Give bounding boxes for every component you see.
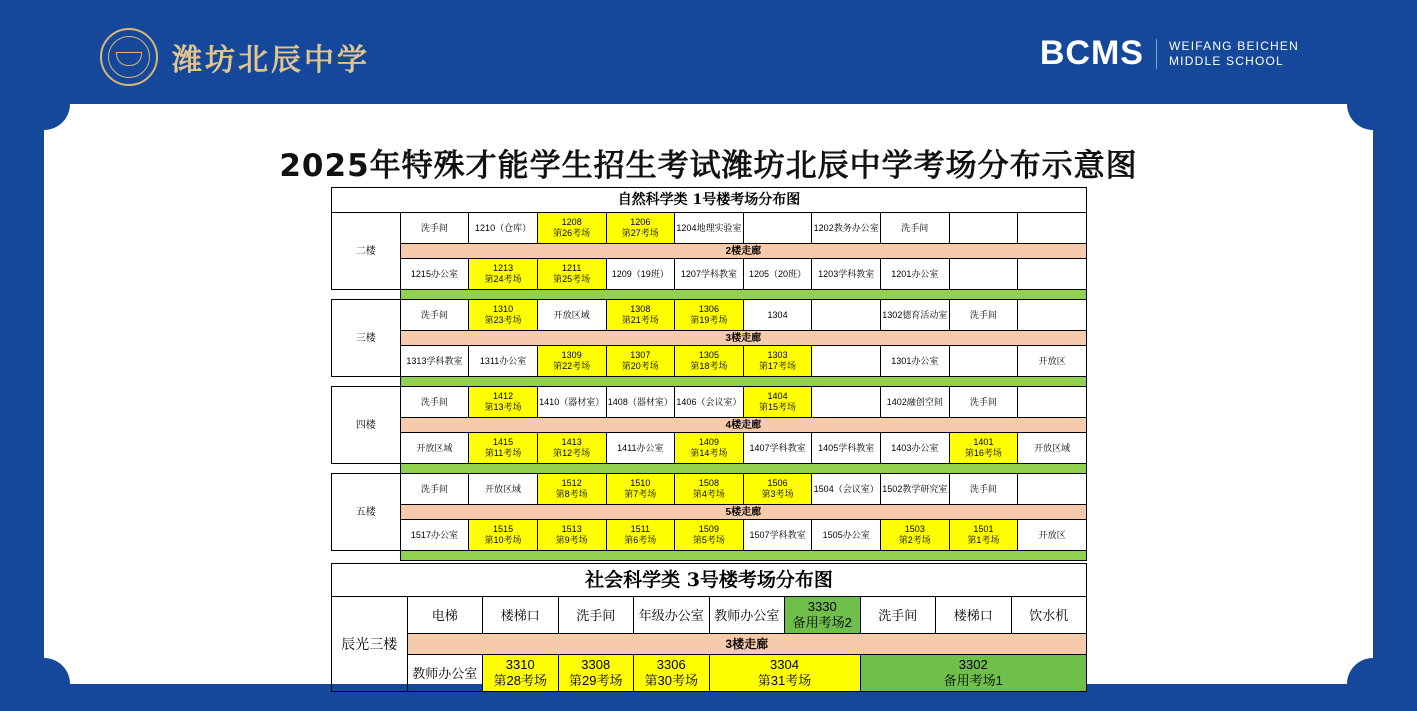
room-cell: 开放区 [1018, 520, 1087, 551]
room-cell [949, 433, 1018, 464]
room-cell [1018, 300, 1087, 331]
brand-english-line2: MIDDLE SCHOOL [1168, 53, 1284, 68]
room-cell: 1406（会议室） [675, 387, 744, 418]
exam-room-maps [331, 187, 1087, 692]
floor-top-row [332, 213, 1087, 244]
room-cell: 开放区 [1018, 346, 1087, 377]
room-exam-label: 第6考场 [624, 535, 657, 545]
room-code: 1305 [698, 350, 719, 360]
room-exam-label: 第29考场 [569, 673, 623, 688]
brand-english-line1: WEIFANG BEICHEN [1168, 38, 1299, 53]
room-cell: 电梯 [407, 597, 483, 634]
room-cell: 年级办公室 [634, 597, 710, 634]
room-cell: 洗手间 [881, 213, 950, 244]
corner-notch-tl [44, 104, 70, 130]
room-code: 3310 [505, 657, 535, 672]
room-code: 1413 [561, 437, 582, 447]
spacer [332, 551, 401, 561]
room-cell: 1201办公室 [881, 259, 950, 290]
room-cell: 1207学科教室 [675, 259, 744, 290]
room-exam-label: 第22考场 [553, 361, 591, 371]
building1-table [331, 187, 1087, 561]
room-cell: 楼梯口 [936, 597, 1012, 634]
floor-top-row [332, 387, 1087, 418]
room-cell [785, 597, 861, 634]
room-exam-label: 第21考场 [621, 315, 659, 325]
room-cell: 1311办公室 [469, 346, 538, 377]
room-cell: 教师办公室 [709, 597, 785, 634]
floor-bottom-row [332, 433, 1087, 464]
room-code: 1512 [561, 478, 582, 488]
school-name-cn: 潍坊北辰中学 [172, 43, 370, 78]
room-cell: 1215办公室 [400, 259, 469, 290]
floor-bottom-row [332, 655, 1087, 692]
room-cell [881, 520, 950, 551]
room-exam-label: 备用考场1 [943, 673, 1003, 688]
room-code: 1306 [698, 304, 719, 314]
room-cell: 1403办公室 [881, 433, 950, 464]
room-exam-label: 第12考场 [553, 448, 591, 458]
room-exam-label: 第20考场 [621, 361, 659, 371]
corner-notch-bl [44, 658, 70, 684]
room-cell [812, 300, 881, 331]
corner-notch-br [1347, 658, 1373, 684]
room-cell: 洗手间 [558, 597, 634, 634]
room-exam-label: 第3考场 [761, 489, 794, 499]
room-cell [606, 520, 675, 551]
room-cell [537, 474, 606, 505]
room-cell [812, 346, 881, 377]
corridor-row [332, 634, 1087, 655]
room-cell: 洗手间 [400, 213, 469, 244]
corridor-label: 3楼走廊 [407, 634, 1087, 655]
floor-top-row [332, 597, 1087, 634]
room-cell [675, 433, 744, 464]
brand-abbreviation: BCMS [1039, 34, 1144, 72]
room-cell: 洗手间 [400, 387, 469, 418]
brand-group [1040, 34, 1299, 73]
room-code: 1513 [561, 524, 582, 534]
room-cell: 开放区域 [537, 300, 606, 331]
room-exam-label: 第1考场 [967, 535, 1000, 545]
room-exam-label: 第16考场 [964, 448, 1002, 458]
building3-table [331, 563, 1087, 692]
room-cell [743, 346, 812, 377]
room-cell [537, 520, 606, 551]
room-code: 1310 [493, 304, 514, 314]
room-code: 1501 [973, 524, 994, 534]
room-cell [1018, 387, 1087, 418]
room-exam-label: 第31考场 [757, 673, 812, 688]
room-code: 1510 [630, 478, 651, 488]
room-code: 3330 [807, 599, 837, 614]
room-cell [675, 300, 744, 331]
room-exam-label: 第8考场 [555, 489, 588, 499]
room-cell: 洗手间 [860, 597, 936, 634]
room-cell: 1405学科教室 [812, 433, 881, 464]
room-cell [860, 655, 1087, 692]
room-cell [469, 433, 538, 464]
room-exam-label: 第28考场 [493, 673, 547, 688]
room-code: 3304 [770, 657, 799, 672]
corridor-label: 4楼走廊 [400, 418, 1086, 433]
room-cell [634, 655, 710, 692]
room-cell: 1402融创空间 [881, 387, 950, 418]
room-exam-label: 第11考场 [484, 448, 522, 458]
room-code: 1412 [493, 391, 514, 401]
room-cell: 1411办公室 [606, 433, 675, 464]
room-cell [743, 387, 812, 418]
room-cell: 1202教务办公室 [812, 213, 881, 244]
room-exam-label: 第5考场 [692, 535, 725, 545]
room-cell [537, 213, 606, 244]
corridor-label: 2楼走廊 [400, 244, 1086, 259]
building3-title: 社会科学类 3号楼考场分布图 [332, 564, 1087, 597]
divider-bar [400, 290, 1086, 300]
room-cell: 洗手间 [949, 300, 1018, 331]
floor-label: 二楼 [332, 213, 401, 290]
room-exam-label: 第25考场 [553, 274, 591, 284]
room-code: 1303 [767, 350, 788, 360]
room-cell: 1517办公室 [400, 520, 469, 551]
section-title-row [332, 188, 1087, 213]
room-cell [1018, 213, 1087, 244]
room-cell [743, 213, 812, 244]
page-header [0, 0, 1417, 108]
room-code: 1309 [561, 350, 582, 360]
room-cell: 饮水机 [1011, 597, 1087, 634]
room-code: 1213 [493, 263, 514, 273]
room-cell: 1410（器材室） [537, 387, 606, 418]
room-code: 1415 [493, 437, 514, 447]
corridor-row [332, 505, 1087, 520]
floor-label: 四楼 [332, 387, 401, 464]
room-cell [483, 655, 559, 692]
room-cell [558, 655, 634, 692]
corner-notch-tr [1347, 104, 1373, 130]
room-cell [675, 346, 744, 377]
floor-divider-row [332, 290, 1087, 300]
room-code: 1308 [630, 304, 651, 314]
room-cell: 1204地理实验室 [675, 213, 744, 244]
room-cell [949, 520, 1018, 551]
room-code: 1506 [767, 478, 788, 488]
room-cell [1018, 474, 1087, 505]
room-cell: 1507学科教室 [743, 520, 812, 551]
room-cell [537, 346, 606, 377]
room-cell: 1504（会议室） [812, 474, 881, 505]
room-exam-label: 第4考场 [692, 489, 725, 499]
room-exam-label: 第19考场 [690, 315, 728, 325]
room-exam-label: 第18考场 [690, 361, 728, 371]
room-code: 3302 [958, 657, 988, 672]
floor-label: 三楼 [332, 300, 401, 377]
room-cell [606, 213, 675, 244]
divider-bar [400, 377, 1086, 387]
corridor-row [332, 244, 1087, 259]
school-seal-icon [100, 28, 158, 86]
floor-top-row [332, 474, 1087, 505]
divider-bar [400, 551, 1086, 561]
school-logo-group [100, 28, 370, 86]
room-cell: 楼梯口 [483, 597, 559, 634]
content-card [44, 104, 1373, 688]
room-cell: 教师办公室 [407, 655, 483, 692]
floor-bottom-row [332, 259, 1087, 290]
building1-title: 自然科学类 1号楼考场分布图 [332, 188, 1087, 213]
room-code: 1503 [904, 524, 925, 534]
room-code: 1409 [698, 437, 719, 447]
room-cell [537, 259, 606, 290]
room-code: 3308 [581, 657, 611, 672]
room-exam-label: 第15考场 [759, 402, 797, 412]
room-exam-label: 第9考场 [555, 535, 588, 545]
room-code: 1509 [698, 524, 719, 534]
room-cell: 1408（器材室） [606, 387, 675, 418]
spacer [332, 464, 401, 474]
floor-divider-row [332, 464, 1087, 474]
corridor-label: 5楼走廊 [400, 505, 1086, 520]
room-code: 1511 [630, 524, 650, 534]
corridor-row [332, 331, 1087, 346]
room-cell [1018, 259, 1087, 290]
room-exam-label: 第14考场 [690, 448, 728, 458]
room-exam-label: 第26考场 [553, 228, 591, 238]
room-cell [949, 259, 1018, 290]
room-exam-label: 第10考场 [484, 535, 522, 545]
room-exam-label: 第13考场 [484, 402, 522, 412]
room-cell [606, 346, 675, 377]
room-exam-label: 第2考场 [898, 535, 931, 545]
room-cell: 洗手间 [400, 474, 469, 505]
spacer [332, 377, 401, 387]
room-cell [606, 474, 675, 505]
corridor-row [332, 418, 1087, 433]
room-cell [812, 387, 881, 418]
room-code: 1208 [561, 217, 582, 227]
floor-bottom-row [332, 520, 1087, 551]
room-code: 1515 [493, 524, 514, 534]
room-cell: 1313学科教室 [400, 346, 469, 377]
room-exam-label: 备用考场2 [792, 615, 852, 630]
room-code: 1206 [630, 217, 651, 227]
room-code: 1404 [767, 391, 788, 401]
room-exam-label: 第23考场 [484, 315, 522, 325]
room-cell [469, 387, 538, 418]
room-cell [469, 259, 538, 290]
room-cell [606, 300, 675, 331]
floor-top-row [332, 300, 1087, 331]
room-cell [469, 300, 538, 331]
room-cell: 1407学科教室 [743, 433, 812, 464]
room-cell: 洗手间 [400, 300, 469, 331]
room-code: 1211 [562, 263, 582, 273]
floor-bottom-row [332, 346, 1087, 377]
room-cell: 开放区域 [469, 474, 538, 505]
room-cell: 开放区域 [400, 433, 469, 464]
divider-bar [400, 464, 1086, 474]
room-code: 1401 [973, 437, 994, 447]
room-cell: 1304 [743, 300, 812, 331]
room-exam-label: 第24考场 [484, 274, 522, 284]
room-cell: 1209（19班） [606, 259, 675, 290]
room-code: 1508 [698, 478, 719, 488]
room-cell [949, 213, 1018, 244]
floor-label: 五楼 [332, 474, 401, 551]
brand-english-name [1156, 39, 1299, 69]
corridor-label: 3楼走廊 [400, 331, 1086, 346]
section-title-row [332, 564, 1087, 597]
room-exam-label: 第17考场 [759, 361, 797, 371]
room-cell: 1301办公室 [881, 346, 950, 377]
room-cell: 1302德育活动室 [881, 300, 950, 331]
room-cell [743, 474, 812, 505]
room-cell: 1502教学研究室 [881, 474, 950, 505]
room-cell: 洗手间 [949, 387, 1018, 418]
room-cell: 1203学科教室 [812, 259, 881, 290]
room-cell [949, 346, 1018, 377]
room-cell: 1210（仓库） [469, 213, 538, 244]
room-cell: 开放区域 [1018, 433, 1087, 464]
room-cell [675, 520, 744, 551]
floor-label: 辰光三楼 [332, 597, 408, 692]
room-cell [537, 433, 606, 464]
room-exam-label: 第30考场 [644, 673, 698, 688]
room-exam-label: 第7考场 [624, 489, 657, 499]
room-code: 3306 [656, 657, 686, 672]
floor-divider-row [332, 377, 1087, 387]
room-exam-label: 第27考场 [621, 228, 659, 238]
room-cell [709, 655, 860, 692]
room-code: 1307 [630, 350, 651, 360]
floor-divider-row [332, 551, 1087, 561]
room-cell: 洗手间 [949, 474, 1018, 505]
room-cell: 1505办公室 [812, 520, 881, 551]
room-cell [675, 474, 744, 505]
room-cell [469, 520, 538, 551]
spacer [332, 290, 401, 300]
room-cell: 1205（20班） [743, 259, 812, 290]
page-title: 2025年特殊才能学生招生考试潍坊北辰中学考场分布示意图 [279, 148, 1138, 184]
